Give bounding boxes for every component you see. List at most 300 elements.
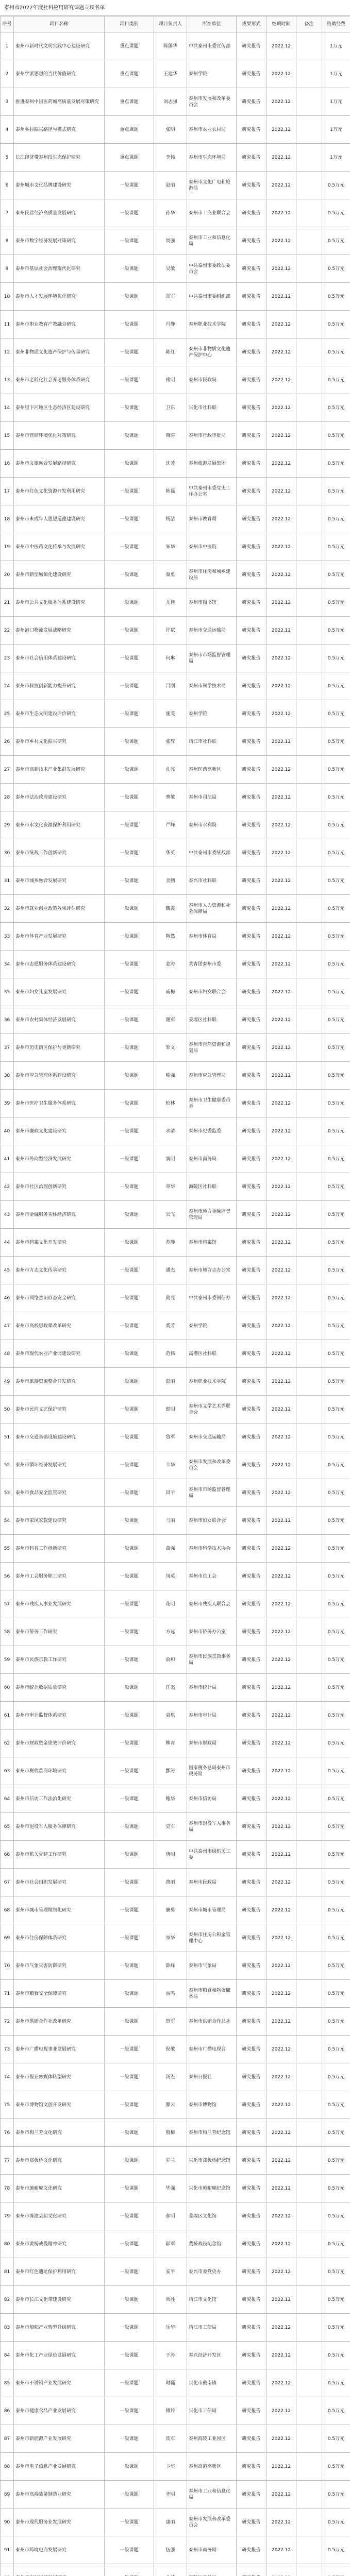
cell-leader: 岑华 — [154, 1924, 187, 1952]
table-row — [1, 2147, 350, 2175]
cell-category: 一般课题 — [105, 784, 154, 811]
table-row — [1, 2286, 350, 2314]
cell-category: 一般课题 — [105, 1340, 154, 1368]
cell-date: 2022.12 — [266, 1062, 296, 1090]
cell-project-name: 泰州市统战工作创新研究 — [14, 839, 105, 867]
cell-no: 15 — [1, 422, 14, 450]
cell-form: 研究报告 — [237, 1201, 266, 1229]
cell-category: 一般课题 — [105, 923, 154, 951]
cell-fund: 1万元 — [322, 88, 350, 116]
cell-leader: 酆涛 — [154, 1757, 187, 1785]
cell-note — [296, 1062, 322, 1090]
cell-category: 一般课题 — [105, 450, 154, 478]
cell-note — [296, 1201, 322, 1229]
cell-note — [296, 1869, 322, 1896]
cell-category: 一般课题 — [105, 1980, 154, 2008]
cell-project-name: 泰州市高新技术产业集群发展研究 — [14, 756, 105, 784]
cell-leader: 杨洁 — [154, 505, 187, 533]
table-row — [1, 1952, 350, 1980]
table-row — [1, 1201, 350, 1229]
cell-unit: 泰州市中医院 — [187, 533, 237, 561]
cell-note — [296, 978, 322, 1006]
cell-date: 2022.12 — [266, 951, 296, 978]
cell-category: 重点课题 — [105, 144, 154, 172]
cell-date: 2022.12 — [266, 1423, 296, 1451]
cell-unit — [187, 2564, 237, 2576]
cell-form: 研究报告 — [237, 283, 266, 311]
table-row — [1, 1702, 350, 1730]
cell-note — [296, 811, 322, 839]
cell-no: 4 — [1, 116, 14, 144]
cell-project-name: 泰州市高校思政课改革研究 — [14, 1312, 105, 1340]
table-row — [1, 1785, 350, 1813]
cell-category: 一般课题 — [105, 672, 154, 700]
cell-no: 8 — [1, 227, 14, 255]
cell-fund: 0.5万元 — [322, 366, 350, 394]
cell-project-name: 泰州市城乡融合发展研究 — [14, 867, 105, 895]
cell-leader: 齐明 — [154, 2481, 187, 2509]
cell-category: 一般课题 — [105, 1869, 154, 1896]
cell-no: 65 — [1, 1813, 14, 1841]
cell-leader: 秦勇 — [154, 561, 187, 589]
cell-no: 32 — [1, 895, 14, 923]
cell-leader: 陈红 — [154, 338, 187, 366]
cell-category: 一般课题 — [105, 645, 154, 672]
cell-leader: 傅玲 — [154, 2397, 187, 2425]
cell-project-name: 泰州市工会服务职工研究 — [14, 1563, 105, 1590]
cell-fund: 0.5万元 — [322, 2230, 350, 2258]
cell-date: 2022.12 — [266, 1590, 296, 1618]
cell-project-name: 泰州市就业创业政策效果评估研究 — [14, 895, 105, 923]
cell-date: 2022.12 — [266, 2091, 296, 2119]
cell-form: 研究报告 — [237, 978, 266, 1006]
cell-project-name: 泰州市档案文化开发研究 — [14, 1229, 105, 1257]
cell-unit: 泰州市民族宗教事务局 — [187, 1646, 237, 1674]
table-row — [1, 589, 350, 617]
cell-note — [296, 1813, 322, 1841]
cell-unit: 泰州市发展和改革委员会 — [187, 2509, 237, 2536]
cell-project-name: 泰州市乡村文化振兴研究 — [14, 728, 105, 756]
cell-note — [296, 2175, 322, 2202]
cell-no: 9 — [1, 255, 14, 283]
cell-category: 一般课题 — [105, 1173, 154, 1201]
cell-note — [296, 1535, 322, 1563]
cell-leader: 廉勇 — [154, 1896, 187, 1924]
cell-form: 研究报告 — [237, 1980, 266, 2008]
cell-unit: 黄桥战役纪念馆 — [187, 2230, 237, 2258]
table-row — [1, 1145, 350, 1173]
table-row — [1, 227, 350, 255]
cell-category: 一般课题 — [105, 366, 154, 394]
cell-unit: 泰州市粮食和物资储备局 — [187, 1980, 237, 2008]
document-title: 泰州市2022年度社科应用研究课题立项名单 — [0, 0, 350, 16]
cell-form: 研究报告 — [237, 144, 266, 172]
cell-unit: 泰州市图书馆 — [187, 589, 237, 617]
cell-note — [296, 951, 322, 978]
cell-leader: 邬军 — [154, 2230, 187, 2258]
cell-unit: 泰州市人力资源和社会保障局 — [187, 895, 237, 923]
header-date: 结项时间 — [266, 16, 296, 32]
cell-note — [296, 2202, 322, 2230]
cell-project-name: 泰州市现代服务业发展研究 — [14, 2509, 105, 2536]
cell-date: 2022.12 — [266, 2063, 296, 2091]
cell-fund: 0.5万元 — [322, 505, 350, 533]
cell-date: 2022.12 — [266, 227, 296, 255]
cell-project-name: 泰州市长江文化带建设研究 — [14, 2286, 105, 2314]
cell-fund: 0.5万元 — [322, 728, 350, 756]
cell-form — [237, 2564, 266, 2576]
cell-category: 一般课题 — [105, 589, 154, 617]
cell-date: 2022.12 — [266, 672, 296, 700]
cell-date: 2022.12 — [266, 172, 296, 199]
cell-fund: 0.5万元 — [322, 2509, 350, 2536]
cell-fund: 0.5万元 — [322, 1312, 350, 1340]
cell-date: 2022.12 — [266, 255, 296, 283]
cell-leader — [154, 2564, 187, 2576]
cell-no: 37 — [1, 1034, 14, 1062]
cell-note — [296, 2063, 322, 2091]
cell-form: 研究报告 — [237, 1757, 266, 1785]
cell-leader: 卫东 — [154, 394, 187, 422]
cell-date: 2022.12 — [266, 1813, 296, 1841]
cell-form: 研究报告 — [237, 617, 266, 645]
table-row — [1, 839, 350, 867]
cell-project-name: 泰州市税收营商环境研究 — [14, 1757, 105, 1785]
cell-form: 研究报告 — [237, 255, 266, 283]
cell-note — [296, 1312, 322, 1340]
table-row — [1, 645, 350, 672]
cell-form: 研究报告 — [237, 1618, 266, 1646]
cell-category: 一般课题 — [105, 1201, 154, 1229]
cell-fund: 0.5万元 — [322, 450, 350, 478]
cell-project-name: 泰州市博物馆文创开发研究 — [14, 2091, 105, 2119]
cell-project-name: 泰州市新时代文明实践中心建设研究 — [14, 32, 105, 60]
cell-unit: 兴化市施耐庵纪念馆 — [187, 2175, 237, 2202]
cell-form: 研究报告 — [237, 645, 266, 672]
cell-date: 2022.12 — [266, 478, 296, 505]
cell-fund: 0.5万元 — [322, 1257, 350, 1284]
cell-category: 一般课题 — [105, 1479, 154, 1507]
cell-category: 一般课题 — [105, 1451, 154, 1479]
cell-note — [296, 2536, 322, 2564]
cell-project-name: 泰州市财政资金绩效评价研究 — [14, 1730, 105, 1757]
cell-unit: 泰州市地方金融监督管理局 — [187, 1201, 237, 1229]
table-row — [1, 1563, 350, 1590]
cell-leader: 柏林 — [154, 1090, 187, 1117]
cell-date: 2022.12 — [266, 1924, 296, 1952]
cell-fund: 0.5万元 — [322, 867, 350, 895]
cell-category: 一般课题 — [105, 1730, 154, 1757]
header-form: 成果形式 — [237, 16, 266, 32]
cell-note — [296, 784, 322, 811]
cell-no: 73 — [1, 2036, 14, 2063]
cell-date: 2022.12 — [266, 2230, 296, 2258]
cell-form: 研究报告 — [237, 1924, 266, 1952]
cell-form: 研究报告 — [237, 1062, 266, 1090]
cell-category: 一般课题 — [105, 1896, 154, 1924]
cell-unit: 泰州高港高新区 — [187, 2453, 237, 2481]
cell-unit: 中共泰州市委党史工作办公室 — [187, 478, 237, 505]
cell-unit: 共青团泰州市委 — [187, 951, 237, 978]
cell-unit: 泰州市气象局 — [187, 1952, 237, 1980]
cell-note — [296, 1730, 322, 1757]
table-row — [1, 116, 350, 144]
cell-unit: 靖江市社科联 — [187, 728, 237, 756]
cell-no: 23 — [1, 645, 14, 672]
cell-date: 2022.12 — [266, 1479, 296, 1507]
cell-category: 一般课题 — [105, 2342, 154, 2369]
cell-unit: 兴化市工信局 — [187, 2397, 237, 2425]
cell-unit: 泰州市发展和改革委员会 — [187, 88, 237, 116]
cell-project-name: 泰州市审计监督体系研究 — [14, 1702, 105, 1730]
cell-form: 研究报告 — [237, 394, 266, 422]
cell-unit: 泰州市体育局 — [187, 923, 237, 951]
cell-project-name: 泰州市公共文化服务体系建设研究 — [14, 589, 105, 617]
cell-date: 2022.12 — [266, 1368, 296, 1396]
cell-unit: 泰州市科学技术局 — [187, 672, 237, 700]
cell-unit: 泰州市工业和信息化局 — [187, 227, 237, 255]
cell-leader: 周强 — [154, 227, 187, 255]
cell-fund: 0.5万元 — [322, 2481, 350, 2509]
cell-date: 2022.12 — [266, 144, 296, 172]
cell-fund: 0.5万元 — [322, 2036, 350, 2063]
cell-form: 研究报告 — [237, 2453, 266, 2481]
cell-no: 83 — [1, 2314, 14, 2342]
table-row — [1, 2314, 350, 2342]
cell-date: 2022.12 — [266, 923, 296, 951]
cell-no: 31 — [1, 867, 14, 895]
table-row — [1, 2397, 350, 2425]
cell-no: 20 — [1, 561, 14, 589]
table-row — [1, 60, 350, 88]
cell-date: 2022.12 — [266, 2036, 296, 2063]
cell-project-name: 泰州市医疗卫生服务体系研究 — [14, 1090, 105, 1117]
cell-form: 研究报告 — [237, 811, 266, 839]
cell-unit: 泰州市文化广电和旅游局 — [187, 172, 237, 199]
table-row — [1, 394, 350, 422]
cell-note — [296, 839, 322, 867]
cell-project-name: 泰州市施耐庵文化研究 — [14, 2175, 105, 2202]
cell-fund: 0.5万元 — [322, 1090, 350, 1117]
cell-no: 38 — [1, 1062, 14, 1090]
cell-category: 一般课题 — [105, 422, 154, 450]
cell-note — [296, 2397, 322, 2425]
cell-unit: 泰州市商务局 — [187, 2536, 237, 2564]
cell-note — [296, 2481, 322, 2509]
cell-date: 2022.12 — [266, 199, 296, 227]
cell-fund: 0.5万元 — [322, 1117, 350, 1145]
cell-project-name: 泰州民营经济高质量发展研究 — [14, 199, 105, 227]
cell-no: 44 — [1, 1229, 14, 1257]
cell-form: 研究报告 — [237, 1229, 266, 1257]
cell-leader: 乐华 — [154, 2314, 187, 2342]
table-row — [1, 2536, 350, 2564]
cell-form: 研究报告 — [237, 338, 266, 366]
cell-form: 研究报告 — [237, 1535, 266, 1563]
cell-form: 研究报告 — [237, 60, 266, 88]
cell-leader: 伍强 — [154, 2536, 187, 2564]
cell-category: 一般课题 — [105, 839, 154, 867]
cell-form: 研究报告 — [237, 951, 266, 978]
cell-project-name: 泰州市基层社会治理现代化研究 — [14, 255, 105, 283]
cell-unit: 泰州市交通运输局 — [187, 1423, 237, 1451]
cell-project-name: 泰州市社区治理创新研究 — [14, 1173, 105, 1201]
cell-fund: 0.5万元 — [322, 561, 350, 589]
cell-form: 研究报告 — [237, 116, 266, 144]
cell-category: 一般课题 — [105, 895, 154, 923]
cell-fund: 0.5万元 — [322, 172, 350, 199]
cell-project-name: 长江经济带泰州段生态保护研究 — [14, 144, 105, 172]
cell-project-name: 泰州市梅兰芳文化研究 — [14, 2119, 105, 2147]
cell-category: 一般课题 — [105, 617, 154, 645]
cell-date: 2022.12 — [266, 1646, 296, 1674]
cell-note — [296, 1952, 322, 1980]
cell-category: 一般课题 — [105, 533, 154, 561]
header-category: 项目类别 — [105, 16, 154, 32]
cell-unit: 泰州市供销合作总社 — [187, 2008, 237, 2036]
cell-date: 2022.12 — [266, 1869, 296, 1896]
cell-fund: 0.5万元 — [322, 811, 350, 839]
cell-category: 一般课题 — [105, 867, 154, 895]
cell-form: 研究报告 — [237, 1841, 266, 1869]
cell-project-name: 泰州学派思想的当代价值研究 — [14, 60, 105, 88]
cell-date: 2022.12 — [266, 2314, 296, 2342]
cell-project-name: 泰州市历史街区保护与更新研究 — [14, 1034, 105, 1062]
cell-note — [296, 589, 322, 617]
cell-date: 2022.12 — [266, 1785, 296, 1813]
cell-fund — [322, 2564, 350, 2576]
cell-date: 2022.12 — [266, 2481, 296, 2509]
cell-fund: 0.5万元 — [322, 2175, 350, 2202]
cell-project-name: 泰州市老龄化社会养老服务体系研究 — [14, 366, 105, 394]
table-row — [1, 756, 350, 784]
cell-unit: 泰州市商务局 — [187, 1145, 237, 1173]
table-row — [1, 867, 350, 895]
cell-no: 54 — [1, 1507, 14, 1535]
cell-leader: 鲍华 — [154, 1785, 187, 1813]
cell-fund: 0.5万元 — [322, 2147, 350, 2175]
cell-project-name: 泰州市志愿服务体系建设研究 — [14, 951, 105, 978]
cell-project-name: 泰州市科普工作创新研究 — [14, 1535, 105, 1563]
cell-category: 一般课题 — [105, 1117, 154, 1145]
cell-fund: 0.5万元 — [322, 756, 350, 784]
cell-project-name: 泰州市旅游资源整合开发研究 — [14, 1368, 105, 1396]
cell-leader: 唐明 — [154, 1841, 187, 1869]
cell-date: 2022.12 — [266, 533, 296, 561]
cell-no: 41 — [1, 1145, 14, 1173]
cell-unit: 泰州市总工会 — [187, 1563, 237, 1590]
cell-note — [296, 1590, 322, 1618]
cell-fund: 0.5万元 — [322, 1396, 350, 1423]
cell-leader: 常胜 — [154, 2286, 187, 2314]
cell-no: 72 — [1, 2008, 14, 2036]
table-row — [1, 2119, 350, 2147]
cell-no: 12 — [1, 338, 14, 366]
cell-form: 研究报告 — [237, 2175, 266, 2202]
cell-category: 一般课题 — [105, 1924, 154, 1952]
cell-date: 2022.12 — [266, 2509, 296, 2536]
cell-no: 24 — [1, 672, 14, 700]
cell-date: 2022.12 — [266, 561, 296, 589]
cell-fund: 0.5万元 — [322, 394, 350, 422]
cell-no: 46 — [1, 1284, 14, 1312]
cell-note — [296, 478, 322, 505]
cell-form: 研究报告 — [237, 450, 266, 478]
cell-no: 90 — [1, 2509, 14, 2536]
cell-leader: 皮军 — [154, 2425, 187, 2453]
cell-note — [296, 1785, 322, 1813]
cell-date: 2022.12 — [266, 1674, 296, 1702]
cell-date: 2022.12 — [266, 589, 296, 617]
cell-note — [296, 60, 322, 88]
cell-category: 一般课题 — [105, 394, 154, 422]
cell-project-name: 泰州市报业融媒体转型研究 — [14, 2063, 105, 2091]
cell-leader: 章华 — [154, 1173, 187, 1201]
cell-no: 19 — [1, 533, 14, 561]
cell-leader: 汤杰 — [154, 2063, 187, 2091]
cell-note — [296, 1924, 322, 1952]
cell-leader: 朱华 — [154, 533, 187, 561]
cell-category: 一般课题 — [105, 1618, 154, 1646]
cell-category: 一般课题 — [105, 255, 154, 283]
cell-category: 一般课题 — [105, 2286, 154, 2314]
cell-note — [296, 1674, 322, 1702]
cell-unit: 泰州市民政局 — [187, 366, 237, 394]
cell-fund: 0.5万元 — [322, 1479, 350, 1507]
cell-date: 2022.12 — [266, 2369, 296, 2397]
cell-category: 一般课题 — [105, 700, 154, 728]
cell-leader: 张明 — [154, 116, 187, 144]
cell-leader: 水清 — [154, 1117, 187, 1145]
cell-fund: 0.5万元 — [322, 2425, 350, 2453]
cell-unit: 泰州医药高新区 — [187, 756, 237, 784]
cell-unit: 泰州市发展和改革委员会 — [187, 1451, 237, 1479]
cell-date: 2022.12 — [266, 2453, 296, 2481]
table-header — [1, 16, 350, 32]
table-row — [1, 672, 350, 700]
cell-no: 67 — [1, 1869, 14, 1896]
table-row — [1, 2509, 350, 2536]
cell-unit: 海陵区社科联 — [187, 1173, 237, 1201]
cell-project-name: 泰州市溱潼会船文化研究 — [14, 2202, 105, 2230]
cell-fund: 0.5万元 — [322, 338, 350, 366]
header-name: 项目名称 — [14, 16, 105, 32]
cell-form: 研究报告 — [237, 2369, 266, 2397]
cell-unit: 泰州市城市管理局 — [187, 1896, 237, 1924]
cell-note — [296, 895, 322, 923]
cell-unit: 高港区社科联 — [187, 1340, 237, 1368]
table-row — [1, 144, 350, 172]
cell-leader: 何琳 — [154, 645, 187, 672]
cell-no: 6 — [1, 172, 14, 199]
cell-unit: 姜堰区社科联 — [187, 1006, 237, 1034]
cell-fund: 0.5万元 — [322, 422, 350, 450]
cell-project-name: 泰州市电子信息产业发展研究 — [14, 2453, 105, 2481]
cell-project-name — [14, 2564, 105, 2576]
cell-note — [296, 2314, 322, 2342]
cell-no: 7 — [1, 199, 14, 227]
cell-project-name: 泰州里下河地区生态经济区建设研究 — [14, 394, 105, 422]
cell-category: 一般课题 — [105, 1646, 154, 1674]
cell-note — [296, 2258, 322, 2286]
cell-note — [296, 2453, 322, 2481]
cell-no: 81 — [1, 2258, 14, 2286]
cell-unit: 泰州学院 — [187, 700, 237, 728]
cell-note — [296, 32, 322, 60]
cell-leader: 贺军 — [154, 2008, 187, 2036]
header-row — [1, 16, 350, 32]
cell-leader: 冯静 — [154, 311, 187, 338]
